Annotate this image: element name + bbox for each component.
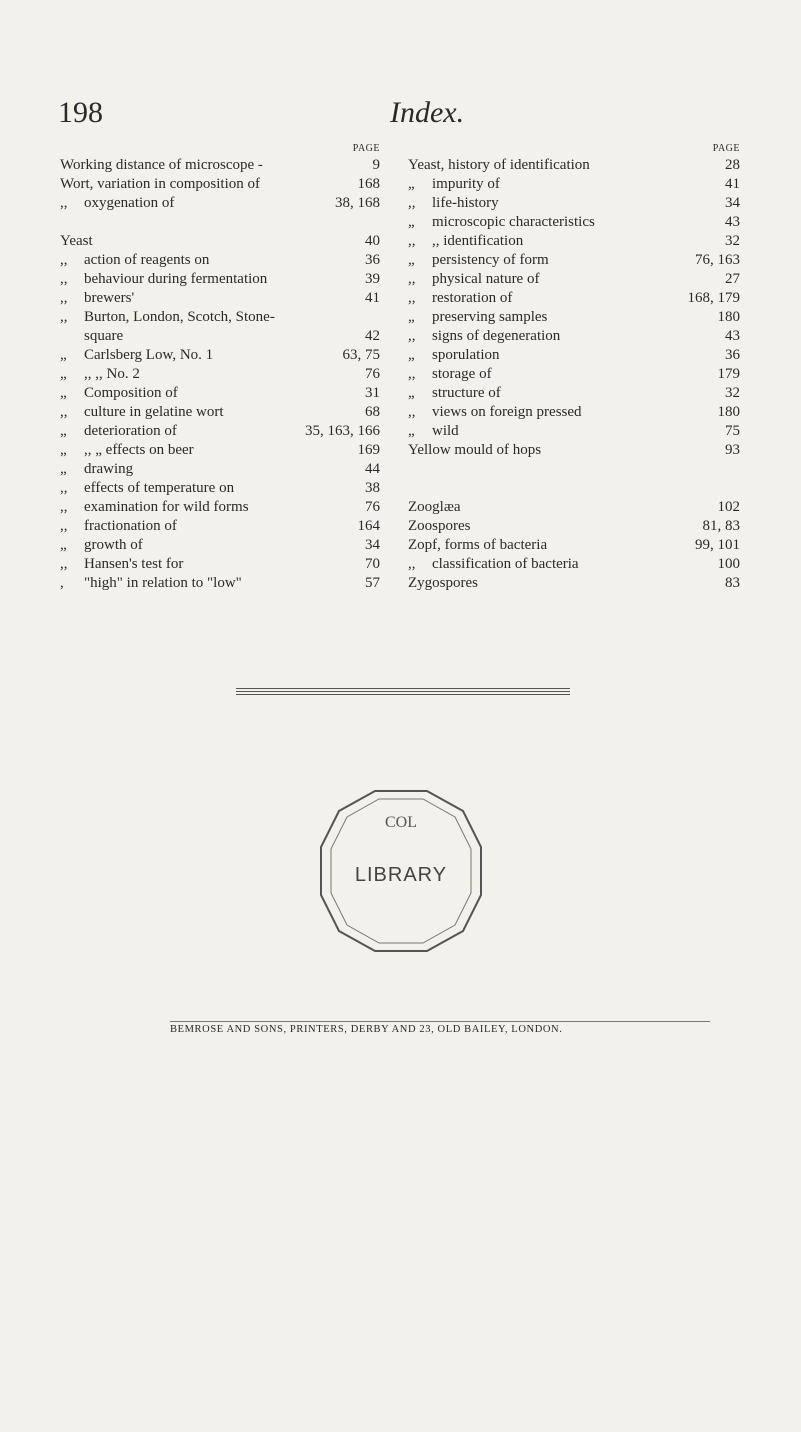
index-term: classification of bacteria <box>432 556 579 572</box>
page-reference: 36 <box>725 347 740 363</box>
index-term: oxygenation of <box>84 195 175 211</box>
ditto-mark: ,, <box>60 480 68 496</box>
index-entry <box>408 422 740 441</box>
ditto-mark: , <box>60 575 64 591</box>
index-term: ,, „ effects on beer <box>84 442 194 458</box>
index-entry <box>60 308 380 327</box>
index-term: Hansen's test for <box>84 556 184 572</box>
page-reference: 32 <box>725 233 740 249</box>
index-term: Composition of <box>84 385 178 401</box>
index-entry <box>60 384 380 403</box>
index-term: ,, identification <box>432 233 524 249</box>
page-reference: 34 <box>725 195 740 211</box>
ditto-mark: ,, <box>60 252 68 268</box>
index-entries <box>60 156 380 593</box>
library-stamp <box>313 783 489 959</box>
index-entry <box>60 498 380 517</box>
page-reference: 41 <box>725 176 740 192</box>
index-term: Yeast <box>60 233 93 249</box>
stamp-college: COL <box>385 814 417 831</box>
page-reference: 43 <box>725 214 740 230</box>
ditto-mark: ,, <box>408 404 416 420</box>
page-reference: 38 <box>365 480 380 496</box>
index-entry <box>60 479 380 498</box>
index-term: structure of <box>432 385 501 401</box>
index-entry <box>408 498 740 517</box>
index-term: sporulation <box>432 347 500 363</box>
index-term: Yellow mould of hops <box>408 442 542 458</box>
index-entry <box>408 156 740 175</box>
index-entry <box>60 213 380 232</box>
index-entry <box>60 441 380 460</box>
index-entry <box>408 517 740 536</box>
page-reference: 99, 101 <box>695 537 740 553</box>
index-term: culture in gelatine wort <box>84 404 224 420</box>
index-term: deterioration of <box>84 423 177 439</box>
ditto-mark: „ <box>60 537 67 553</box>
ditto-mark: ,, <box>60 309 68 325</box>
ditto-mark: ,, <box>60 556 68 572</box>
index-entry <box>60 555 380 574</box>
index-term: drawing <box>84 461 134 477</box>
page-header <box>58 96 758 136</box>
page-reference: 42 <box>365 328 380 344</box>
index-entry <box>408 403 740 422</box>
index-entry <box>60 270 380 289</box>
index-entry <box>60 574 380 593</box>
page-reference: 83 <box>725 575 740 591</box>
index-entry <box>408 384 740 403</box>
ditto-mark: „ <box>60 461 67 477</box>
page-reference: 35, 163, 166 <box>305 423 380 439</box>
index-entry <box>408 251 740 270</box>
ditto-mark: ,, <box>60 290 68 306</box>
index-entry <box>408 232 740 251</box>
stamp-label: LIBRARY <box>354 864 448 886</box>
index-entry <box>60 460 380 479</box>
page-reference: 27 <box>725 271 740 287</box>
index-term: life-history <box>432 195 499 211</box>
ditto-mark: „ <box>408 176 415 192</box>
page-reference: 36 <box>365 252 380 268</box>
index-entry <box>408 536 740 555</box>
index-entry <box>408 346 740 365</box>
index-entries <box>408 156 740 593</box>
index-entry <box>60 327 380 346</box>
index-entry <box>408 441 740 460</box>
page-reference: 164 <box>357 518 380 534</box>
index-entry <box>408 327 740 346</box>
page-reference: 100 <box>717 556 740 572</box>
page-reference: 44 <box>365 461 380 477</box>
index-term: Yeast, history of identification <box>408 157 590 173</box>
page-reference: 102 <box>717 499 740 515</box>
page-reference: 28 <box>725 157 740 173</box>
page-reference: 76, 163 <box>695 252 740 268</box>
page-reference: 57 <box>365 575 380 591</box>
page-reference: 179 <box>717 366 740 382</box>
index-term: physical nature of <box>432 271 540 287</box>
page-reference: 180 <box>717 404 740 420</box>
index-entry <box>408 175 740 194</box>
ditto-mark: „ <box>60 385 67 401</box>
index-entry <box>408 289 740 308</box>
index-term: impurity of <box>432 176 500 192</box>
index-entry <box>408 308 740 327</box>
ditto-mark: ,, <box>408 195 416 211</box>
ditto-mark: ,, <box>408 366 416 382</box>
page-reference: 68 <box>365 404 380 420</box>
index-term: views on foreign pressed <box>432 404 582 420</box>
index-term: Burton, London, Scotch, Stone- <box>84 309 275 325</box>
ditto-mark: ,, <box>408 290 416 306</box>
page-reference: 41 <box>365 290 380 306</box>
ditto-mark: ,, <box>60 404 68 420</box>
index-term: storage of <box>432 366 492 382</box>
page-reference: 76 <box>365 366 380 382</box>
index-term: fractionation of <box>84 518 177 534</box>
index-column-right <box>408 142 740 593</box>
index-entry <box>408 213 740 232</box>
page-column-header: PAGE <box>712 143 740 154</box>
page-reference: 76 <box>365 499 380 515</box>
index-entry <box>408 270 740 289</box>
index-entry <box>408 365 740 384</box>
ditto-mark: „ <box>60 442 67 458</box>
page-reference: 169 <box>357 442 380 458</box>
ditto-mark: „ <box>408 423 415 439</box>
page-reference: 40 <box>365 233 380 249</box>
index-entry <box>408 479 740 498</box>
ditto-mark: „ <box>60 366 67 382</box>
ditto-mark: ,, <box>408 328 416 344</box>
index-entry <box>60 175 380 194</box>
ditto-mark: „ <box>408 309 415 325</box>
ditto-mark: „ <box>408 385 415 401</box>
page-reference: 93 <box>725 442 740 458</box>
ditto-mark: „ <box>408 347 415 363</box>
index-term: persistency of form <box>432 252 549 268</box>
page-reference: 31 <box>365 385 380 401</box>
index-term: square <box>84 328 124 344</box>
page-reference: 70 <box>365 556 380 572</box>
end-rule <box>236 688 570 697</box>
index-term: Zygospores <box>408 575 478 591</box>
index-term: "high" in relation to "low" <box>84 575 242 591</box>
page-reference: 39 <box>365 271 380 287</box>
ditto-mark: „ <box>60 423 67 439</box>
index-column-left <box>60 142 380 593</box>
index-entry <box>60 403 380 422</box>
index-term: examination for wild forms <box>84 499 249 515</box>
ditto-mark: „ <box>408 214 415 230</box>
index-term: Zooglæa <box>408 499 461 515</box>
index-term: Zoospores <box>408 518 471 534</box>
page-reference: 63, 75 <box>342 347 380 363</box>
index-term: Carlsberg Low, No. 1 <box>84 347 214 363</box>
page-reference: 32 <box>725 385 740 401</box>
index-entry <box>60 251 380 270</box>
printer-imprint: BEMROSE AND SONS, PRINTERS, DERBY AND 23, OLD BAILEY, LONDON. <box>170 1021 710 1035</box>
index-term: microscopic characteristics <box>432 214 595 230</box>
ditto-mark: „ <box>408 252 415 268</box>
index-entry <box>60 346 380 365</box>
index-entry <box>408 555 740 574</box>
page-title: Index. <box>390 96 465 129</box>
ditto-mark: ,, <box>60 499 68 515</box>
page-reference: 168, 179 <box>687 290 740 306</box>
ditto-mark: ,, <box>408 271 416 287</box>
index-term: effects of temperature on <box>84 480 235 496</box>
page-reference: 75 <box>725 423 740 439</box>
index-term: Working distance of microscope - <box>60 157 263 173</box>
index-entry <box>60 232 380 251</box>
page-number: 198 <box>58 96 103 129</box>
page-column-header: PAGE <box>352 143 380 154</box>
page-reference: 168 <box>357 176 380 192</box>
index-term: wild <box>432 423 459 439</box>
index-term: brewers' <box>84 290 135 306</box>
page-reference: 38, 168 <box>335 195 380 211</box>
index-term: Zopf, forms of bacteria <box>408 537 548 553</box>
ditto-mark: ,, <box>60 271 68 287</box>
index-entry <box>408 194 740 213</box>
index-entry <box>60 536 380 555</box>
index-term: behaviour during fermentation <box>84 271 268 287</box>
ditto-mark: ,, <box>408 556 416 572</box>
page-reference: 81, 83 <box>702 518 740 534</box>
ditto-mark: „ <box>60 347 67 363</box>
page-reference: 43 <box>725 328 740 344</box>
index-entry <box>408 460 740 479</box>
index-entry <box>60 289 380 308</box>
index-entry <box>60 156 380 175</box>
index-term: action of reagents on <box>84 252 210 268</box>
ditto-mark: ,, <box>60 518 68 534</box>
page-reference: 180 <box>717 309 740 325</box>
index-entry <box>60 194 380 213</box>
index-term: signs of degeneration <box>432 328 561 344</box>
index-term: growth of <box>84 537 143 553</box>
index-entry <box>408 574 740 593</box>
page-reference: 34 <box>365 537 380 553</box>
page-reference: 9 <box>372 157 380 173</box>
index-term: Wort, variation in composition of <box>60 176 261 192</box>
index-term: restoration of <box>432 290 513 306</box>
index-entry <box>60 517 380 536</box>
index-entry <box>60 422 380 441</box>
index-term: ,, ,, No. 2 <box>84 366 140 382</box>
ditto-mark: ,, <box>60 195 68 211</box>
ditto-mark: ,, <box>408 233 416 249</box>
index-entry <box>60 365 380 384</box>
index-term: preserving samples <box>432 309 548 325</box>
